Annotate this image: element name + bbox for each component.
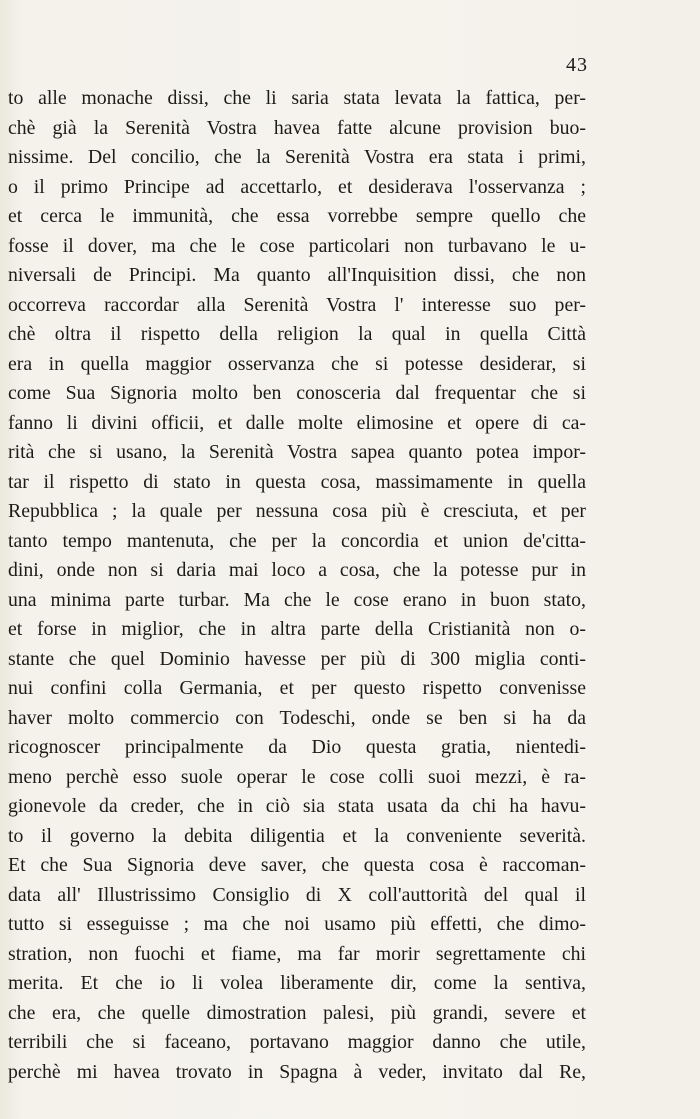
text-line: et forse in miglior, che in altra parte della Cristianità non o- (8, 618, 586, 640)
text-line: o il primo Principe ad accettarlo, et desiderava l'osservanza ; (8, 175, 586, 198)
text-line: stration, non fuochi et fiame, ma far morir segrettamente chi (8, 942, 586, 965)
text-line: era in quella maggior osservanza che si potesse desiderar, si (8, 352, 586, 375)
text-line: chè oltra il rispetto della religion la qual in quella Città (8, 323, 586, 345)
text-line: tar il rispetto di stato in questa cosa, massimamente in quella (8, 470, 586, 493)
text-line: terribili che si faceano, portavano maggior danno che utile, (8, 1031, 586, 1053)
text-line: data all' Illustrissimo Consiglio di X coll'auttorità del qual il (8, 883, 586, 906)
text-line: rità che si usano, la Serenità Vostra sapea quanto potea impor- (8, 441, 586, 463)
text-line: tanto tempo mantenuta, che per la concordia et union de'citta- (8, 529, 586, 552)
text-line: fosse il dover, ma che le cose particolari non turbavano le u- (8, 234, 586, 257)
text-line: tutto si esseguisse ; ma che noi usamo più effetti, che dimo- (8, 913, 586, 935)
text-line: gionevole da creder, che in ciò sia stata usata da chi ha havu- (8, 795, 586, 817)
text-line: chè già la Serenità Vostra havea fatte alcune provision buo- (8, 116, 586, 139)
text-line: stante che quel Dominio havesse per più di 300 miglia conti- (8, 647, 586, 670)
text-line: come Sua Signoria molto ben conosceria dal frequentar che si (8, 382, 586, 404)
body-text (8, 84, 586, 1087)
text-line: to il governo la debita diligentia et la conveniente severità. (8, 824, 586, 847)
text-line: et cerca le immunità, che essa vorrebbe sempre quello che (8, 205, 586, 227)
text-line: niversali de Principi. Ma quanto all'Inquisition dissi, che non (8, 264, 586, 286)
text-line: merita. Et che io li volea liberamente dir, come la sentiva, (8, 972, 586, 994)
text-line: occorreva raccordar alla Serenità Vostra l' interesse suo per- (8, 293, 586, 316)
page-number: 43 (566, 54, 588, 76)
text-line: Et che Sua Signoria deve saver, che questa cosa è raccoman- (8, 854, 586, 876)
text-line: to alle monache dissi, che li saria stata levata la fattica, per- (8, 87, 586, 109)
text-line: haver molto commercio con Todeschi, onde se ben si ha da (8, 706, 586, 729)
text-line: una minima parte turbar. Ma che le cose erano in buon stato, (8, 588, 586, 611)
text-line: meno perchè esso suole operar le cose colli suoi mezzi, è ra- (8, 765, 586, 788)
text-line: Repubblica ; la quale per nessuna cosa più è cresciuta, et per (8, 500, 586, 522)
text-line: perchè mi havea trovato in Spagna à veder, invitato dal Re, (8, 1060, 586, 1083)
text-line: dini, onde non si daria mai loco a cosa, che la potesse pur in (8, 559, 586, 581)
text-line: fanno li divini officii, et dalle molte elimosine et opere di ca- (8, 411, 586, 434)
text-line: nissime. Del concilio, che la Serenità Vostra era stata i primi, (8, 146, 586, 168)
text-line: nui confini colla Germania, et per questo rispetto convenisse (8, 677, 586, 699)
text-line: ricognoscer principalmente da Dio questa gratia, nientedi- (8, 736, 586, 758)
text-line: che era, che quelle dimostration palesi, più grandi, severe et (8, 1001, 586, 1024)
